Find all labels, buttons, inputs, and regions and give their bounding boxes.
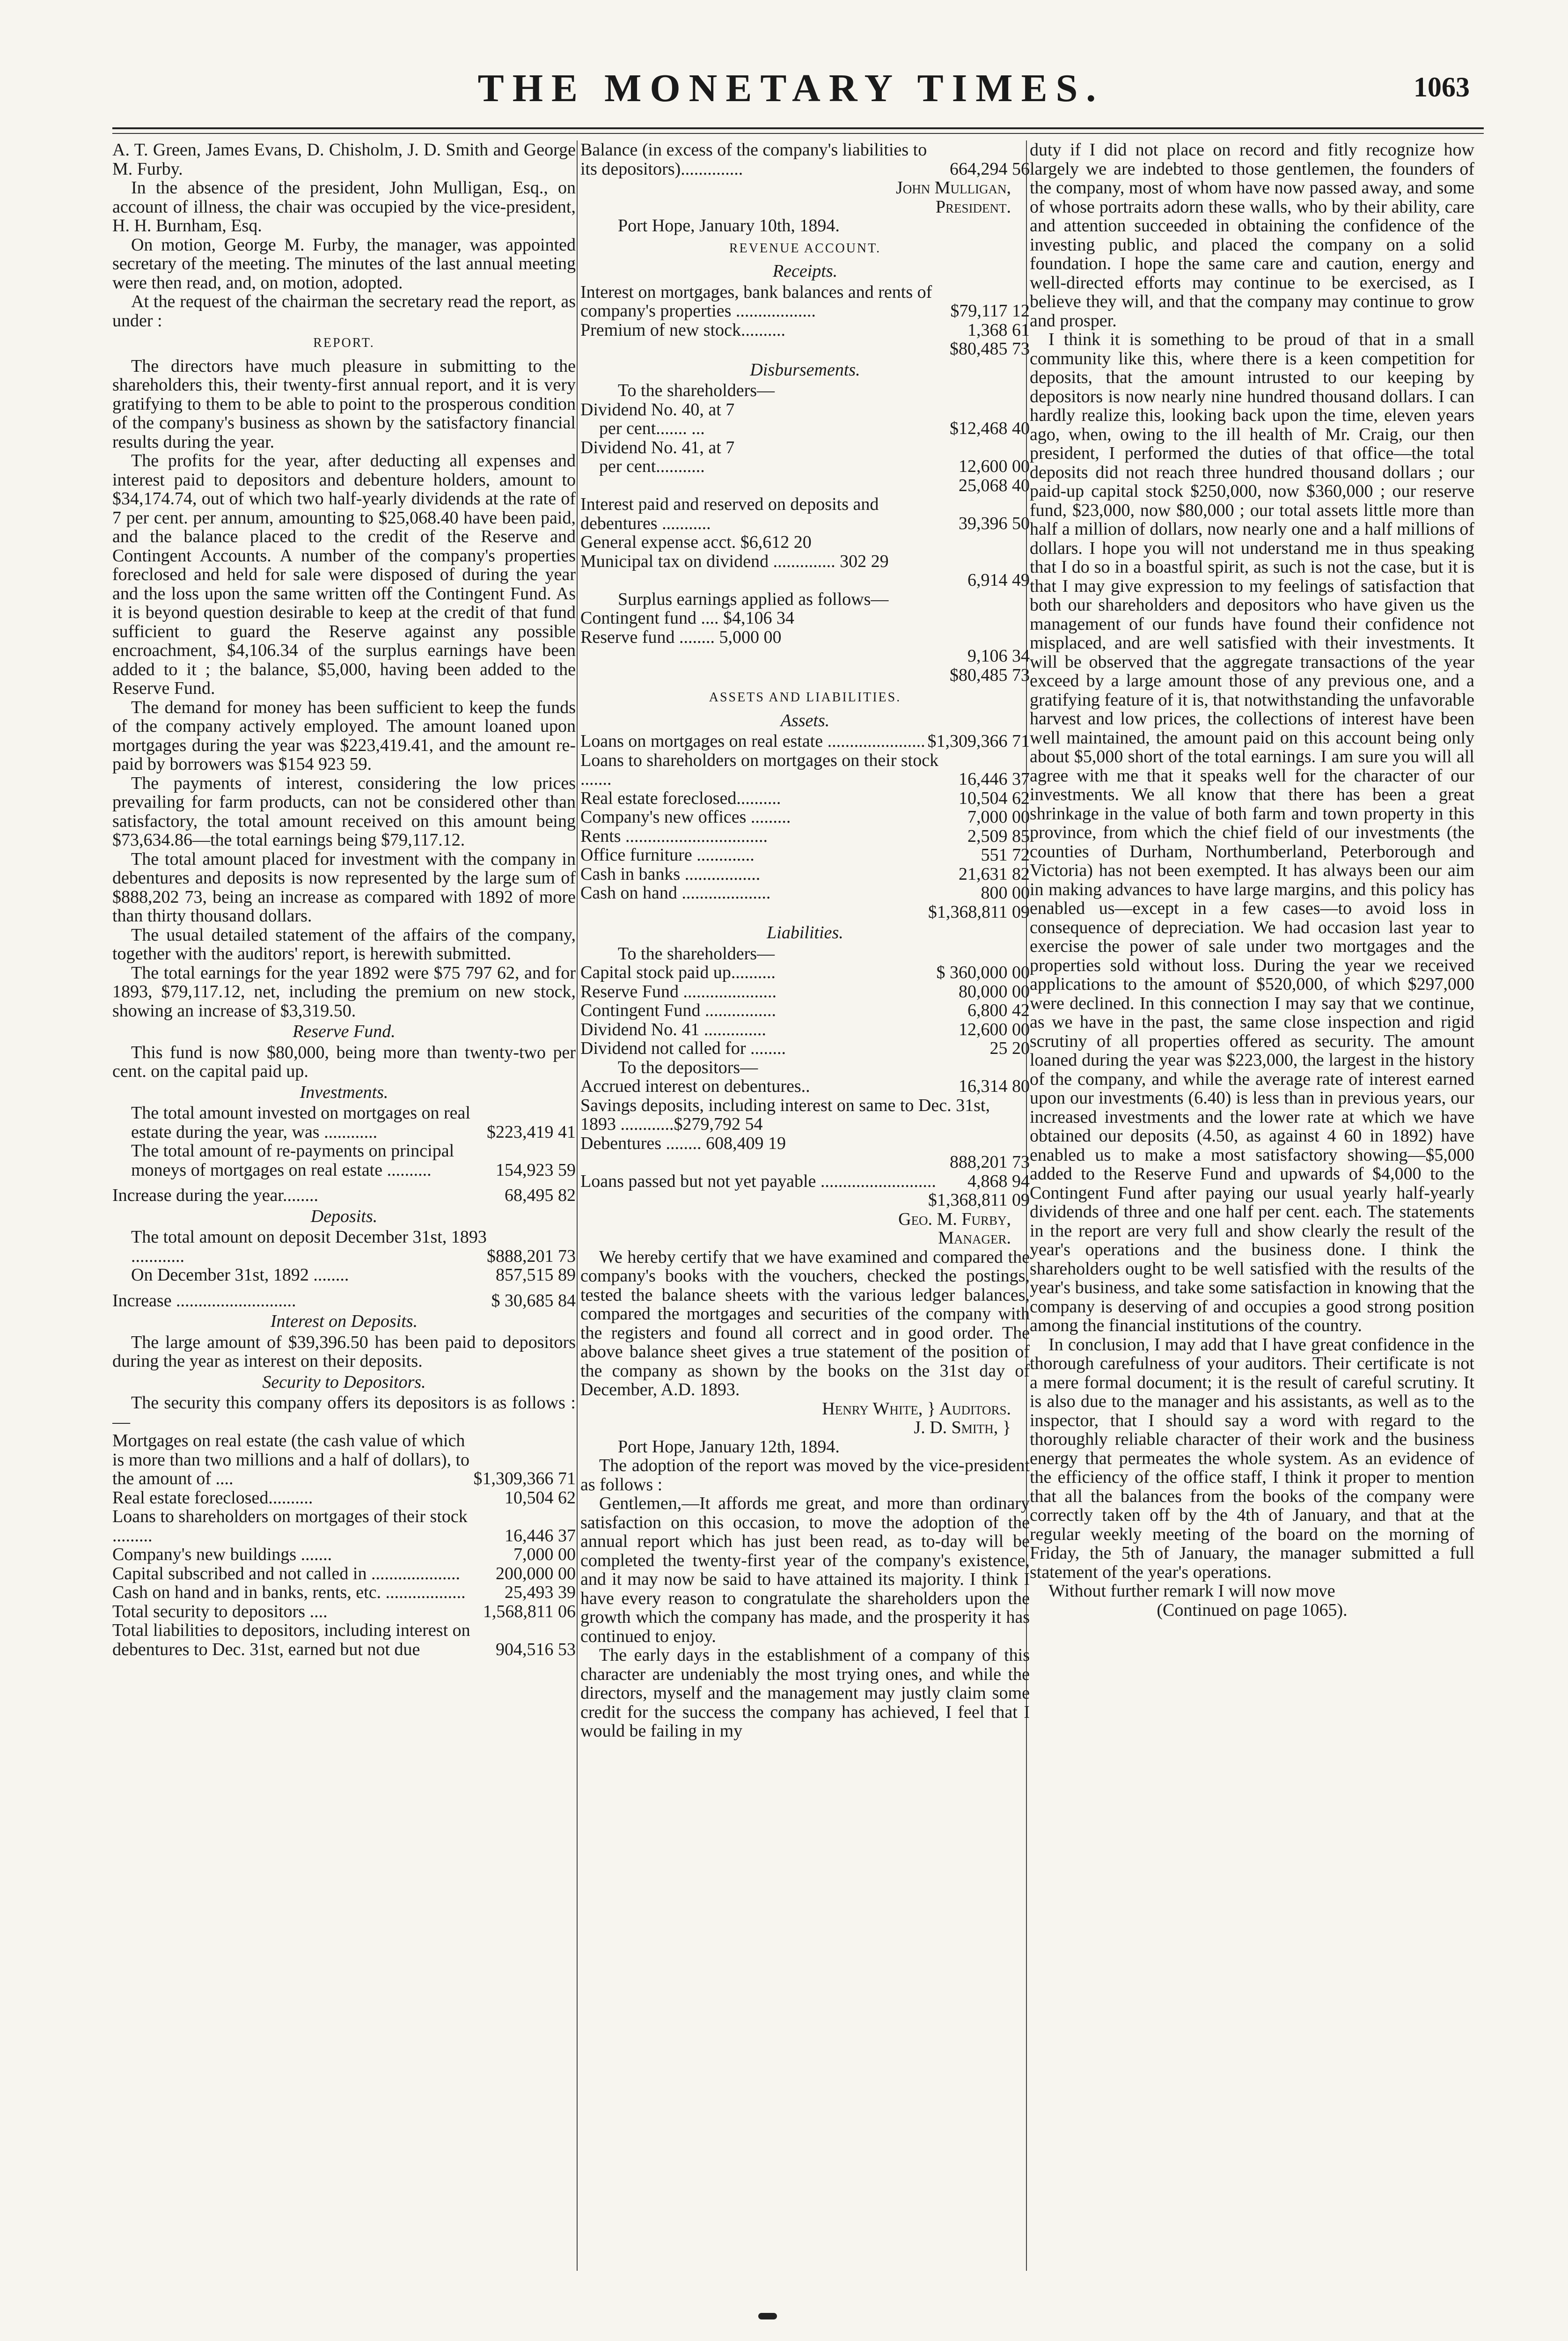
ledger-label: per cent...........	[599, 456, 705, 476]
paragraph: duty if I did not place on record and fitly recognize how largely we are indebted to those gentlemen, the founders of the company, most of whom have now passed away, and some of whose portraits adorn these walls, who by their ability, care and attention succeeded in obtaining the confidence of the investing public, and placed the company on a solid foundation. I hope the same care and caution, energy and well-directed efforts may continue to be exercised, as I believe they will, and that the company may continue to grow and prosper.	[1030, 140, 1474, 331]
ledger-row	[580, 283, 1030, 321]
paragraph: On motion, George M. Furby, the manager, was appointed secretary of the meeting. The minutes of the last annual meeting were then read, and, on motion, adopted.	[112, 235, 576, 293]
ledger-label: The total amount invested on mortgages on real estate during the year, was ............	[131, 1103, 470, 1142]
paragraph: The profits for the year, after deducting all expenses and interest paid to depositors and debenture holders, amount to $34,174.74, out of which two half-yearly dividends at the rate of 7 per cent. per annum, amounting to $25,068.40 have been paid, and the balance placed to the credit of the Reserve and Contingent Accounts. A number of the company's properties foreclosed and held for sale were disposed of during the year and the loss upon the same written off the Contingent Fund. As it is beyond question desirable to keep at the credit of that fund sufficient to guard the Reserve against any possible encroachment, $4,106.34 of the surplus earnings have been added to it ; the balance, $5,000, having been added to the Reserve Fund.	[112, 451, 576, 698]
paragraph: Port Hope, January 12th, 1894.	[618, 1436, 840, 1457]
ledger-row	[580, 1020, 1030, 1039]
ledger-row	[580, 1153, 1030, 1172]
paragraph: The total earnings for the year 1892 were $75 797 62, and for 1893, $79,117.12, net, including the premium on new stock, showing an increase of $3,319.50.	[112, 963, 576, 1021]
paragraph: The directors have much pleasure in submitting to the shareholders this, their twenty-first annual report, and it is very gratifying to them to be able to point to the prosperous condition of the company's business as shown by the satisfactory financial results during the year.	[112, 356, 576, 452]
ledger-amount: 25,068 40	[959, 475, 1030, 495]
ledger-amount: $1,368,811 09	[928, 1190, 1030, 1210]
subsection-heading: Deposits.	[310, 1206, 378, 1226]
ledger-amount: 6,800 42	[967, 1001, 1030, 1020]
ledger-row	[580, 571, 1030, 590]
ledger-row	[580, 865, 1030, 884]
signature-line: Manager.	[938, 1228, 1011, 1248]
paragraph: This fund is now $80,000, being more than twenty-two per cent. on the capital paid up.	[112, 1042, 576, 1081]
ledger-row	[580, 1134, 1030, 1153]
paragraph: Dividend No. 40, at 7	[580, 399, 735, 420]
ledger-amount: 800 00	[981, 883, 1030, 903]
ledger-amount: 2,509 85	[967, 826, 1030, 846]
paragraph: Gentlemen,—It affords me great, and more than ordinary satisfaction on this occasion, to move the adoption of the annual report which has just been read, as to-day will be completed the twenty-first year of the company's existence, and it may now be said to have attained its majority. I think I have every reason to congratulate the shareholders upon the growth which the company has made, and the prosperity it has continued to enjoy.	[580, 1494, 1030, 1646]
ledger-amount: 25 20	[989, 1038, 1030, 1058]
ledger-amount: $ 360,000 00	[936, 963, 1030, 982]
ledger-row	[580, 751, 1030, 789]
ledger-row	[580, 883, 1030, 903]
paragraph: I think it is something to be proud of that in a small community like this, where there is a keen competition for deposits, that the amount intrusted to our keeping by depositors is now nearly nine hundred thousand dollars. I can hardly realize this, looking back upon the time, eleven years ago, when, owing to the ill health of Mr. Craig, our then president, I performed the duties of that office—the total deposits did not reach three hundred thousand dollars ; our paid-up capital stock $250,000, now $360,000 ; our reserve fund, $23,000, now $80,000 ; our total assets little more than half a million of dollars, now nearly one and a half millions of dollars. I hope you will not understand me in thus speaking that I do so in a boastful spirit, as such is not the case, but it is that I may give expression to my feelings of satisfaction that both our shareholders and depositors who have given us the management of our funds have found their confidence not misplaced, and are well satisfied with their investments. It will be observed that the aggregate transactions of the year exceed by a large amount those of any previous one, and a gratifying feature of it is, that notwithstanding the unfavorable harvest and low prices, the collections of interest have been well maintained, the amount paid on this account being only about $5,000 short of the total earnings. I am sure you will all agree with me that it speaks well for the character of our investments. We all know that there has been a great shrinkage in the value of both farm and town property in this province, from which the chief field of our investments (the counties of Durham, Northumberland, Peterborough and Victoria) has not been exempted. It has always been our aim in making advances to have large margins, and this policy has enabled us—except in a few cases—to avoid loss in consequence of depreciation. We had occasion last year to exercise the power of sale under two mortgages and the properties sold without loss. During the year we received applications to the amount of $520,000, of which $297,000 were declined. In this connection I may say that we continue, as we have in the past, the same close inspection and rigid scrutiny of all properties offered as security. The amount loaned during the year was $223,000, the largest in the history of the company, and while the average rate of interest earned upon our investments (6.40) is less than in previous years, our increased investments and the lower rate at which we have obtained our deposits (4.50, as against 4 60 in 1892) have enabled us to make a most satisfactory showing—$5,000 added to the Reserve Fund and upwards of $4,000 to the Contingent Fund after paying our usual yearly half-yearly dividends of three and one half per cent. each. The statements in the report are very full and show clearly the result of the year's operations and the business done. I think the shareholders ought to be well satisfied with the results of the year's business, and take some satisfaction in knowing that the company is deserving of and occupies a good strong position among the financial institutions of the country.	[1030, 330, 1474, 1335]
ledger-label: Increase ...........................	[112, 1290, 296, 1310]
ledger-label: Capital subscribed and not called in ....................	[112, 1563, 460, 1583]
ledger-label: The total amount on deposit December 31st, 1893 ............	[131, 1227, 487, 1266]
ledger-label: Increase during the year........	[112, 1185, 318, 1205]
section-heading: REVENUE ACCOUNT.	[729, 241, 881, 256]
masthead	[112, 66, 1470, 122]
ledger-amount: 25,493 39	[505, 1583, 576, 1602]
ledger-row	[112, 1545, 576, 1564]
ledger-amount: 16,446 37	[959, 769, 1030, 789]
ledger-amount: 16,314 80	[959, 1076, 1030, 1096]
ledger-label: Office furniture .............	[580, 845, 755, 865]
paragraph: The security this company offers its depositors is as follows :—	[112, 1393, 576, 1432]
paragraph: The total amount placed for investment with the company in debentures and deposits is now represented by the large sum of $888,202 73, being an increase as compared with 1892 of more than thirty thousand dollars.	[112, 849, 576, 926]
ledger-row	[112, 1228, 576, 1266]
ledger-label: Dividend not called for ........	[580, 1038, 786, 1058]
continuation-note: (Continued on page 1065).	[1157, 1600, 1348, 1620]
paragraph: To the depositors—	[618, 1057, 758, 1077]
ledger-label: Mortgages on real estate (the cash value of which is more than two millions and a half of dollars), to the amount of ....	[112, 1431, 470, 1488]
ledger-row	[580, 963, 1030, 982]
ledger-row	[112, 1186, 576, 1205]
subsection-heading: Assets.	[780, 710, 830, 730]
ledger-row	[580, 903, 1030, 922]
ledger-label: Interest paid and reserved on deposits and debentures ...........	[580, 494, 879, 533]
column-1	[112, 140, 576, 2294]
subsection-heading: Receipts.	[772, 261, 838, 281]
ledger-label: Cash in banks .................	[580, 864, 761, 884]
ledger-amount: 888,201 73	[950, 1152, 1030, 1172]
ledger-amount: 10,504 62	[505, 1487, 576, 1508]
signature-line: John Mulligan,	[895, 178, 1011, 198]
paragraph: To the shareholders—	[618, 943, 775, 964]
ledger-row	[580, 628, 1030, 647]
ledger-amount: 1,568,811 06	[483, 1601, 576, 1621]
paragraph: Without further remark I will now move	[1048, 1581, 1335, 1601]
ledger-row	[112, 1291, 576, 1310]
ledger-row	[112, 1266, 576, 1285]
paragraph: In the absence of the president, John Mulligan, Esq., on account of illness, the chair was occupied by the vice-president, H. H. Burnham, Esq.	[112, 178, 576, 236]
ledger-amount: $888,201 73	[487, 1246, 576, 1266]
ledger-amount: $80,485 73	[950, 339, 1030, 359]
ledger-label: Capital stock paid up..........	[580, 963, 776, 982]
ledger-amount: $223,419 41	[487, 1122, 576, 1142]
ledger-row	[112, 1431, 576, 1488]
paragraph: In conclusion, I may add that I have great confidence in the thorough carefulness of your auditors. Their certificate is not a mere formal document; it is the result of careful scrutiny. It is also due to the manager and his assistants, as well as to the inspector, that I should say a word with regard to the thoroughly reliable character of their work and the business energy that permeates the whole system. As an evidence of the efficiency of the office staff, I think it proper to mention that all the balances from the books of the company were correctly taken off by the 4th of January, and that at the regular weekly meeting of the board on the morning of Friday, the 5th of January, the manager submitted a full statement of the year's operations.	[1030, 1334, 1474, 1582]
ledger-label: Contingent fund .... $4,106 34	[580, 608, 795, 628]
ledger-amount: 12,600 00	[959, 1019, 1030, 1039]
ledger-label: General expense acct. $6,612 20	[580, 532, 812, 552]
ledger-amount: $79,117 12	[950, 301, 1030, 321]
signature-line: Henry White, } Auditors.	[822, 1399, 1011, 1419]
printer-mark	[758, 2313, 777, 2319]
ledger-amount: 7,000 00	[513, 1545, 576, 1564]
ledger-row	[580, 552, 1030, 571]
ledger-amount: 10,504 62	[959, 788, 1030, 808]
ledger-row	[580, 846, 1030, 865]
ledger-row	[580, 1039, 1030, 1058]
ledger-amount: 904,516 53	[496, 1639, 576, 1659]
masthead-rule	[112, 127, 1484, 129]
ledger-amount: $12,468 40	[950, 419, 1030, 438]
ledger-row	[580, 647, 1030, 666]
ledger-label: per cent....... ...	[599, 419, 705, 438]
ledger-row	[112, 1104, 576, 1141]
ledger-row	[580, 982, 1030, 1001]
ledger-amount: 664,294 56	[950, 159, 1030, 179]
ledger-row	[112, 1507, 576, 1545]
paragraph: The adoption of the report was moved by the vice-president as follows :	[580, 1456, 1030, 1494]
ledger-amount: 16,446 37	[505, 1525, 576, 1546]
publication-title: THE MONETARY TIMES.	[477, 66, 1105, 110]
subsection-heading: Investments.	[300, 1082, 388, 1102]
subsection-heading: Reserve Fund.	[293, 1022, 396, 1041]
ledger-label: Reserve fund ........ 5,000 00	[580, 627, 782, 647]
section-heading: REPORT.	[313, 336, 375, 350]
ledger-amount: 154,923 59	[496, 1160, 576, 1180]
ledger-row	[112, 1564, 576, 1583]
paragraph: At the request of the chairman the secretary read the report, as under :	[112, 292, 576, 331]
ledger-row	[580, 1191, 1030, 1210]
ledger-row	[580, 419, 1030, 438]
ledger-label: Interest on mortgages, bank balances and rents of company's properties ..................	[580, 282, 932, 321]
spacer	[112, 1179, 576, 1186]
ledger-label: Loans passed but not yet payable ..........................	[580, 1171, 936, 1191]
ledger-label: 1893 ............$279,792 54	[580, 1114, 763, 1134]
ledger-amount: $1,368,811 09	[928, 902, 1030, 922]
ledger-row	[580, 1077, 1030, 1096]
ledger-label: Loans to shareholders on mortgages of their stock .........	[112, 1507, 468, 1546]
paragraph: We hereby certify that we have examined and compared the company's books with the vouchers, checked the postings, tested the balance sheets with the various ledger balances, compared the mortgages and securities of the company with the registers and found all correct and in good order. The above balance sheet gives a true statement of the position of the company as shown by the books on the 31st day of December, A.D. 1893.	[580, 1247, 1030, 1399]
ledger-label: Accrued interest on debentures..	[580, 1076, 810, 1096]
ledger-row	[112, 1583, 576, 1602]
signature-line: J. D. Smith, }	[914, 1418, 1011, 1437]
spacer	[112, 1285, 576, 1291]
ledger-label: Real estate foreclosed..........	[112, 1487, 313, 1508]
ledger-row	[112, 1488, 576, 1508]
ledger-label: Cash on hand and in banks, rents, etc. ..................	[112, 1583, 466, 1602]
subsection-heading: Disbursements.	[750, 360, 860, 380]
ledger-row	[580, 476, 1030, 495]
ledger-amount: $80,485 73	[950, 665, 1030, 685]
ledger-row	[112, 1621, 576, 1659]
ledger-label: Real estate foreclosed..........	[580, 788, 781, 808]
ledger-row	[112, 1602, 576, 1621]
ledger-label: Balance (in excess of the company's liabilities to its depositors)..............	[580, 140, 927, 179]
paragraph: A. T. Green, James Evans, D. Chisholm, J. D. Smith and George M. Furby.	[112, 140, 576, 179]
ledger-amount: 1,368 61	[967, 320, 1030, 340]
paragraph: The early days in the establishment of a company of this character are undeniably the most trying ones, and while the directors, myself and the management may justly claim some credit for the success the company has achieved, I feel that I would be failing in my	[580, 1645, 1030, 1741]
ledger-amount: 9,106 34	[967, 646, 1030, 666]
ledger-row	[580, 808, 1030, 827]
ledger-row	[580, 457, 1030, 476]
ledger-row	[580, 533, 1030, 552]
ledger-amount: 6,914 49	[967, 570, 1030, 590]
ledger-label: Total security to depositors ....	[112, 1601, 328, 1621]
ledger-row	[580, 339, 1030, 359]
ledger-amount: 7,000 00	[967, 807, 1030, 827]
ledger-amount: 21,631 82	[959, 864, 1030, 884]
ledger-amount: $1,309,366 71	[927, 731, 1030, 751]
paragraph: The usual detailed statement of the affairs of the company, together with the auditors' report, is herewith submitted.	[112, 925, 576, 964]
signature-line: President.	[935, 197, 1011, 217]
ledger-row	[580, 732, 1030, 751]
ledger-label: Contingent Fund ................	[580, 1001, 777, 1020]
ledger-row	[580, 1172, 1030, 1191]
ledger-label: Dividend No. 41 ..............	[580, 1019, 766, 1039]
ledger-label: Rents ................................	[580, 826, 768, 846]
ledger-row	[580, 321, 1030, 340]
ledger-amount: 12,600 00	[959, 456, 1030, 476]
column-2	[580, 140, 1030, 2294]
ledger-row	[580, 827, 1030, 846]
masthead-rule-thin	[112, 133, 1484, 134]
ledger-amount: 551 72	[981, 845, 1030, 865]
ledger-row	[580, 666, 1030, 685]
ledger-row	[580, 1001, 1030, 1020]
paragraph: The large amount of $39,396.50 has been paid to depositors during the year as interest on their deposits.	[112, 1332, 576, 1371]
page-number: 1063	[1414, 72, 1470, 103]
paragraph: Savings deposits, including interest on same to Dec. 31st,	[580, 1095, 990, 1115]
ledger-label: Loans to shareholders on mortgages on their stock .......	[580, 750, 939, 789]
ledger-row	[580, 789, 1030, 808]
subsection-heading: Security to Depositors.	[262, 1372, 426, 1392]
ledger-label: On December 31st, 1892 ........	[131, 1265, 349, 1285]
ledger-row	[112, 1141, 576, 1179]
subsection-heading: Interest on Deposits.	[270, 1311, 418, 1331]
paragraph: The demand for money has been sufficient to keep the funds of the company actively employed. The amount loaned upon mortgages during the year was $223,419.41, and the amount re-paid by borrowers was $154 923 59.	[112, 697, 576, 774]
subsection-heading: Liabilities.	[767, 923, 843, 942]
paragraph: The payments of interest, considering the low prices prevailing for farm products, can not be considered other than satisfactory, the total amount received on this amount being $73,634.86—the total earnings being $79,117.12.	[112, 773, 576, 850]
ledger-amount: 857,515 89	[496, 1265, 576, 1285]
ledger-label: Total liabilities to depositors, including interest on debentures to Dec. 31st, earned but not due	[112, 1620, 470, 1659]
ledger-amount: 39,396 50	[959, 513, 1030, 533]
ledger-label: Debentures ........ 608,409 19	[580, 1133, 786, 1153]
ledger-amount: 200,000 00	[496, 1563, 576, 1583]
ledger-amount: $ 30,685 84	[491, 1290, 576, 1310]
section-heading: ASSETS AND LIABILITIES.	[709, 690, 901, 705]
ledger-amount: 68,495 82	[505, 1185, 576, 1205]
paragraph: Dividend No. 41, at 7	[580, 437, 735, 457]
ledger-amount: $1,309,366 71	[473, 1469, 576, 1488]
ledger-row	[580, 1115, 1030, 1134]
paragraph: Surplus earnings applied as follows—	[618, 589, 889, 609]
signature-line: Geo. M. Furby,	[898, 1209, 1011, 1229]
ledger-label: Company's new offices .........	[580, 807, 791, 827]
ledger-label: Company's new buildings .......	[112, 1545, 332, 1564]
ledger-label: Reserve Fund .....................	[580, 981, 777, 1001]
column-divider	[577, 140, 578, 2271]
ledger-amount: 4,868 94	[967, 1171, 1030, 1191]
column-3	[1030, 140, 1474, 2294]
ledger-row	[580, 495, 1030, 533]
paragraph: Port Hope, January 10th, 1894.	[618, 216, 840, 236]
ledger-amount: 80,000 00	[959, 981, 1030, 1001]
ledger-label: Cash on hand ....................	[580, 883, 771, 903]
ledger-row	[580, 140, 1030, 178]
paragraph: To the shareholders—	[618, 381, 775, 400]
ledger-label: Municipal tax on dividend .............. 302 29	[580, 551, 889, 571]
ledger-row	[580, 609, 1030, 628]
ledger-label: Premium of new stock..........	[580, 320, 786, 340]
ledger-label: Loans on mortgages on real estate ......................	[580, 731, 925, 751]
ledger-label: The total amount of re-payments on principal moneys of mortgages on real estate ..........	[131, 1141, 454, 1180]
